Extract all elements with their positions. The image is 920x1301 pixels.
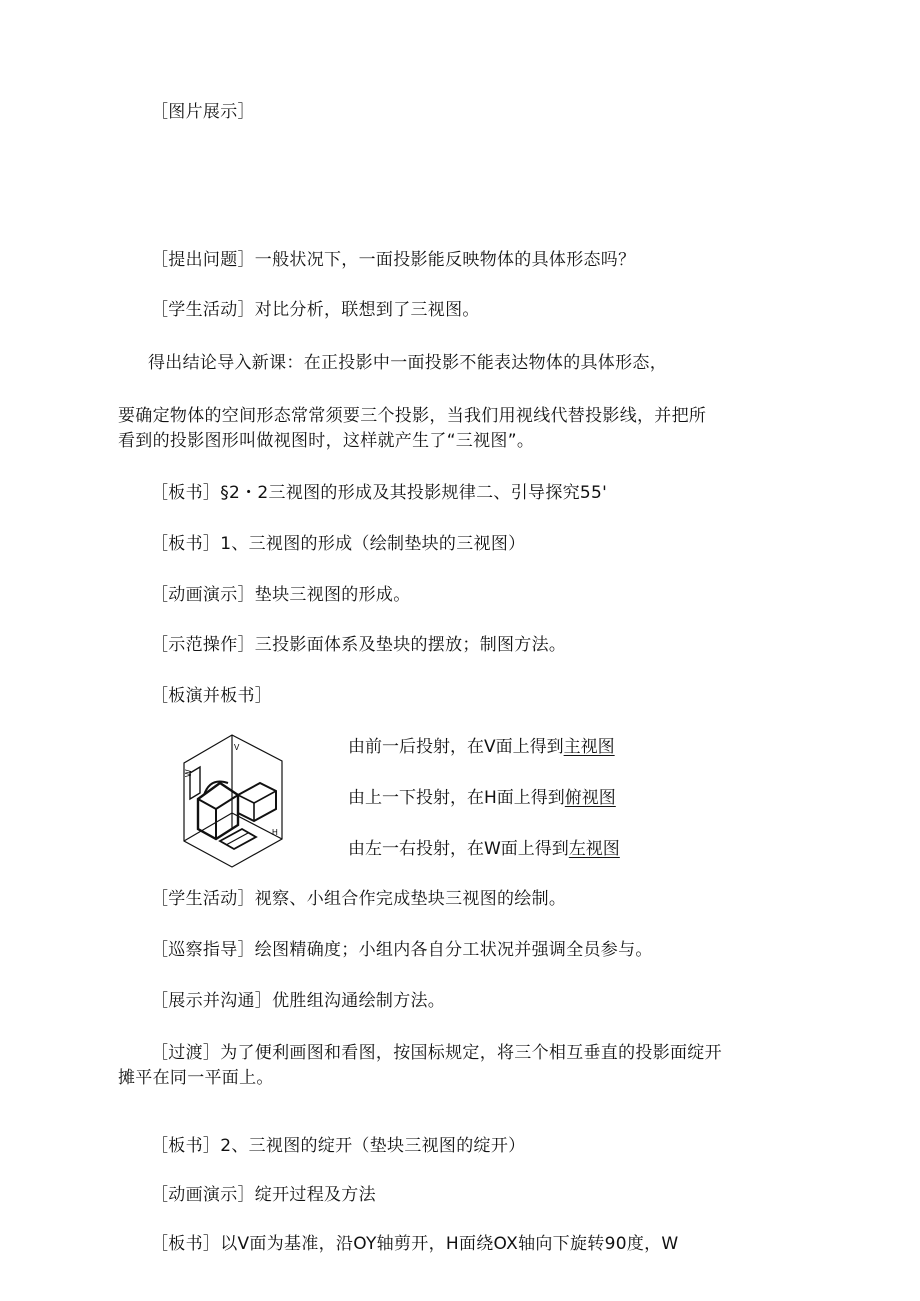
figure-label-w: W (184, 769, 193, 777)
paragraph-transition-line2: 摊平在同一平面上。 (118, 1068, 274, 1088)
projection-text-front: 由前一后投射，在V面上得到 (348, 737, 564, 757)
paragraph-question: ［提出问题］一般状况下，一面投影能反映物体的具体形态吗？ (151, 250, 636, 270)
paragraph-board-formation: ［板书］1、三视图的形成（绘制垫块的三视图） (151, 534, 526, 554)
projection-view-front: 主视图 (563, 737, 615, 757)
paragraph-animation-unfold: ［动画演示］绽开过程及方法 (151, 1185, 376, 1205)
paragraph-conclusion: 得出结论导入新课：在正投影中一面投影不能表达物体的具体形态， (148, 353, 667, 373)
projection-view-top: 俯视图 (564, 788, 616, 808)
paragraph-three-projections-line2: 看到的投影图形叫做视图时，这样就产生了“三视图”。 (118, 431, 535, 451)
paragraph-animation-formation: ［动画演示］垫块三视图的形成。 (151, 585, 411, 605)
projection-row-top (348, 787, 616, 809)
projection-row-front (348, 736, 615, 758)
paragraph-student-activity-2: ［学生活动］视察、小组合作完成垫块三视图的绘制。 (151, 889, 567, 909)
projection-view-left: 左视图 (568, 839, 620, 859)
paragraph-transition-line1: ［过渡］为了便利画图和看图，按国标规定，将三个相互垂直的投影面绽开 (151, 1043, 722, 1063)
paragraph-demo-operation: ［示范操作］三投影面体系及垫块的摆放；制图方法。 (151, 635, 567, 655)
paragraph-board-demo: ［板演并板书］ (151, 686, 273, 706)
projection-row-left (348, 838, 620, 860)
figure-label-h: H (272, 828, 278, 837)
paragraph-board-unfold: ［板书］2、三视图的绽开（垫块三视图的绽开） (151, 1136, 526, 1156)
paragraph-three-projections-line1: 要确定物体的空间形态常常须要三个投影，当我们用视线代替投影线，并把所 (118, 406, 707, 426)
paragraph-inspection-guidance: ［巡察指导］绘图精确度；小组内各自分工状况并强调全员参与。 (151, 940, 653, 960)
projection-text-left: 由左一右投射，在W面上得到 (348, 839, 569, 859)
paragraph-show-communicate: ［展示并沟通］优胜组沟通绘制方法。 (151, 991, 446, 1011)
paragraph-board-section: ［板书］§2・2三视图的形成及其投影规律二、引导探究55' (151, 483, 608, 503)
heading-image-display: ［图片展示］ (151, 102, 255, 122)
figure-label-v: V (234, 743, 240, 752)
projection-text-top: 由上一下投射，在H面上得到 (348, 788, 565, 808)
paragraph-board-rotation: ［板书］以V面为基准，沿OY轴剪开，H面绕OX轴向下旋转90度，W (151, 1234, 679, 1254)
three-projection-block-figure (180, 733, 285, 869)
paragraph-student-activity-1: ［学生活动］对比分析，联想到了三视图。 (151, 300, 480, 320)
